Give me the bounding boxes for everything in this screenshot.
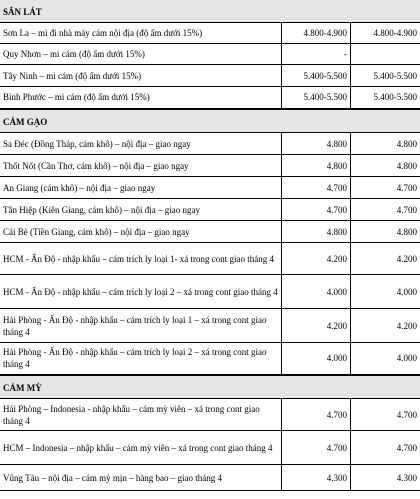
table-row — [0, 343, 420, 375]
price-current: 4.200 — [351, 309, 420, 343]
product-name: HCM - Ấn Độ - nhập khẩu – cám trích ly loại 2 – xá trong cont giao tháng 4 — [0, 275, 282, 309]
section-title: SẮN LÁT — [0, 0, 420, 23]
price-previous: 4.700 — [282, 199, 351, 221]
product-name: Sa Đéc (Đồng Tháp, cám khô) – nội địa – giao ngay — [0, 133, 282, 155]
table-row — [0, 177, 420, 199]
table-row — [0, 431, 420, 465]
price-previous: 4.700 — [282, 431, 351, 465]
price-previous: 4.300 — [282, 465, 351, 491]
section-header — [0, 109, 420, 133]
section-header — [0, 375, 420, 399]
product-name: Cái Bè (Tiền Giang, cám khô) – nội địa – giao ngay — [0, 221, 282, 243]
product-name: Thốt Nốt (Cần Thơ, cám khô) – nội địa – giao ngay — [0, 155, 282, 177]
price-current: 4.700 — [351, 177, 420, 199]
table-row — [0, 199, 420, 221]
product-name: Quy Nhơn – mì cám (độ ẩm dưới 15%) — [0, 44, 282, 65]
price-current: 4.700 — [351, 199, 420, 221]
table-row — [0, 243, 420, 275]
price-previous: 4.200 — [282, 309, 351, 343]
price-previous: 4.800 — [282, 155, 351, 177]
section-title: CÁM GẠO — [0, 109, 420, 133]
table-row — [0, 23, 420, 44]
table-row — [0, 399, 420, 431]
product-name: Tây Ninh – mì cám (độ ẩm dưới 15%) — [0, 65, 282, 87]
product-name: HCM – Indonesia – nhập khẩu – cám mỳ viên – xá trong cont giao tháng 4 — [0, 431, 282, 465]
price-current: 5.400-5.500 — [351, 87, 420, 109]
price-current: 4.300 — [351, 465, 420, 491]
price-previous: 4.000 — [282, 275, 351, 309]
price-current: 4.000 — [351, 275, 420, 309]
price-current: 4.800 — [351, 155, 420, 177]
table-row — [0, 275, 420, 309]
table-row — [0, 87, 420, 109]
price-current — [351, 44, 420, 65]
price-previous: 5.400-5.500 — [282, 87, 351, 109]
price-previous: 4.200 — [282, 243, 351, 275]
price-current: 4.700 — [351, 431, 420, 465]
price-previous: 4.700 — [282, 177, 351, 199]
price-previous: 4.800-4.900 — [282, 23, 351, 44]
product-name: Bình Phước – mì cám (độ ẩm dưới 15%) — [0, 87, 282, 109]
product-name: An Giang (cám khô) – nội địa – giao ngay — [0, 177, 282, 199]
price-previous: - — [282, 44, 351, 65]
price-current: 4.800-4.900 — [351, 23, 420, 44]
price-current: 4.800 — [351, 133, 420, 155]
price-previous: 4.800 — [282, 133, 351, 155]
price-previous: 4.800 — [282, 221, 351, 243]
product-name: Vũng Tàu – nội địa – cám mỳ mịn – hàng bao – giao tháng 4 — [0, 465, 282, 491]
table-row — [0, 133, 420, 155]
price-previous: 4.000 — [282, 343, 351, 375]
product-name: HCM - Ấn Độ - nhập khẩu – cám trích ly loại 1- xá trong cont giao tháng 4 — [0, 243, 282, 275]
section-header — [0, 0, 420, 23]
table-row — [0, 155, 420, 177]
table-row — [0, 465, 420, 491]
table-row — [0, 221, 420, 243]
price-current: 4.000 — [351, 343, 420, 375]
price-current: 4.700 — [351, 399, 420, 431]
product-name: Sơn La – mì đi nhà máy cám nội địa (độ ẩm dưới 15%) — [0, 23, 282, 44]
price-previous: 4.700 — [282, 399, 351, 431]
price-current: 5.400-5.500 — [351, 65, 420, 87]
price-previous: 5.400-5.500 — [282, 65, 351, 87]
section-title: CÁM MỲ — [0, 375, 420, 399]
product-name: Hải Phòng – Indonesia - nhập khẩu – cám mỳ viên – xá trong cont giao tháng 4 — [0, 399, 282, 431]
table-row — [0, 65, 420, 87]
table-row — [0, 44, 420, 65]
price-current: 4.200 — [351, 243, 420, 275]
product-name: Hải Phòng - Ấn Độ - nhập khẩu – cám trích ly loại 1 – xá trong cont giao tháng 4 — [0, 309, 282, 343]
product-name: Hải Phòng - Ấn Độ - nhập khẩu – cám trích ly loại 2 – xá trong cont giao tháng 4 — [0, 343, 282, 375]
table-row — [0, 309, 420, 343]
price-current: 4.800 — [351, 221, 420, 243]
product-name: Tân Hiệp (Kiên Giang, cám khô) – nội địa – giao ngay — [0, 199, 282, 221]
